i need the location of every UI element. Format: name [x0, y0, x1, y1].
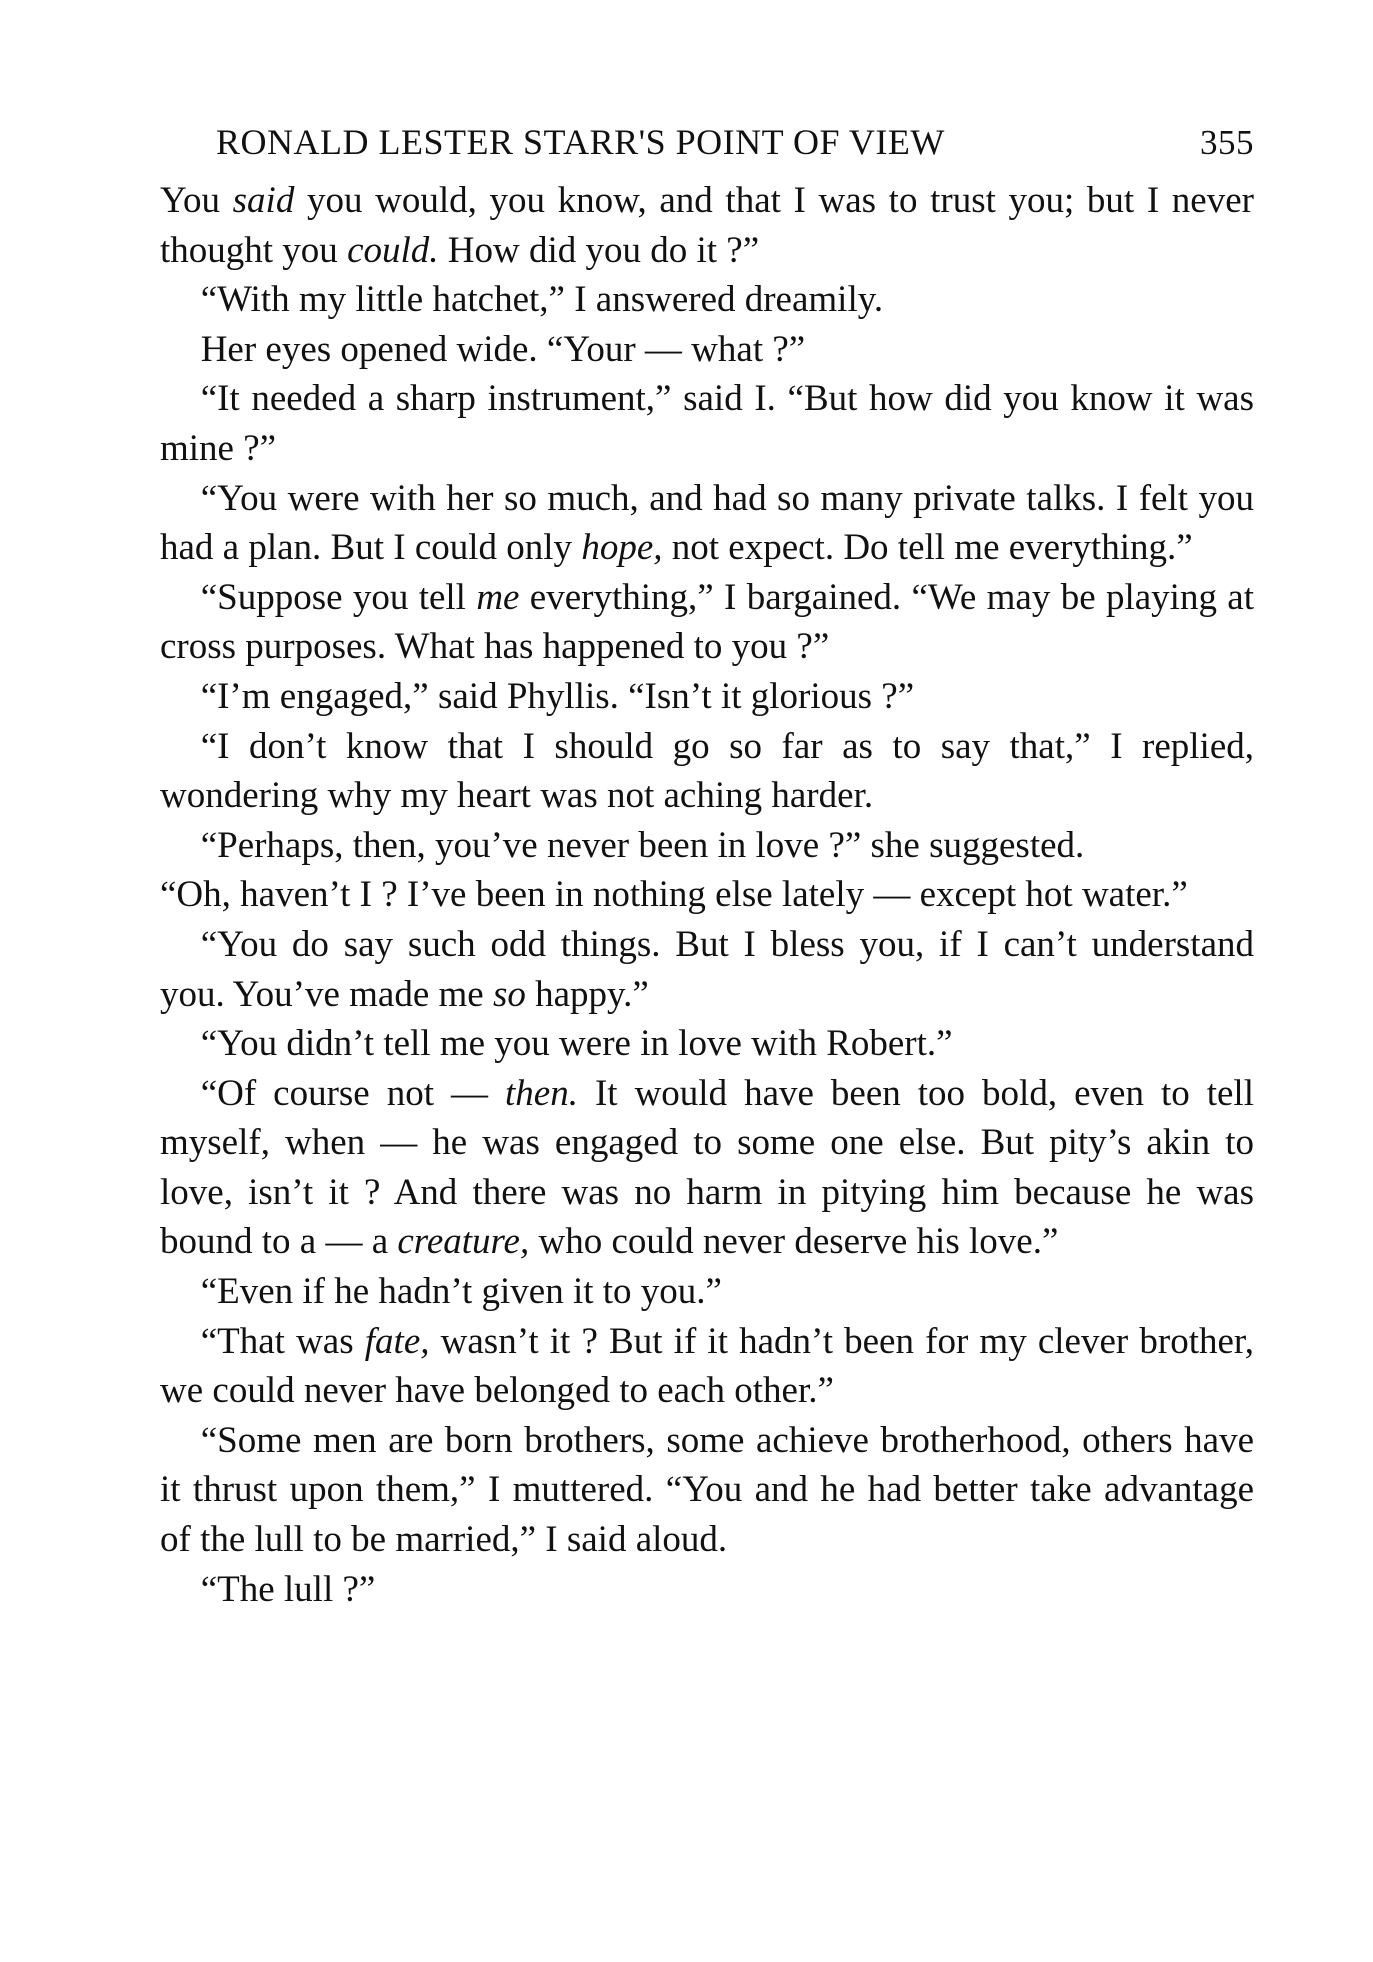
- text-run: “Of course not —: [200, 1072, 506, 1114]
- text-run: “You do say such odd things. But I bless you, if I can’t understand you. You’ve made me: [160, 923, 1254, 1015]
- text-run: It would have been too bold, even to tell myself, when — he was engaged to some one else. But pity’s akin to love, isn’t it ? And there was no harm in pitying him because he was bound to a — a: [160, 1072, 1254, 1263]
- paragraph: [160, 1267, 1254, 1317]
- text-run: “Some men are born brothers, some achieve brotherhood, others have it thrust upon them,” I muttered. “You and he had better take advantage of the lull to be married,” I said aloud.: [160, 1419, 1254, 1561]
- text-run: “I don’t know that I should go so far as to say that,” I replied, wondering why my heart was not aching harder.: [160, 725, 1254, 817]
- italic-text: so: [492, 973, 526, 1015]
- italic-text: me: [476, 576, 520, 618]
- paragraph: [160, 821, 1254, 871]
- page-number: 355: [1200, 123, 1254, 162]
- book-page: [160, 108, 1254, 1614]
- paragraph: [160, 1565, 1254, 1615]
- paragraph: [160, 672, 1254, 722]
- paragraph: [160, 1416, 1254, 1565]
- paragraph: [160, 1069, 1254, 1267]
- text-run: you would, you know, and that I was to trust you; but I never thought you: [160, 180, 1254, 271]
- paragraph: [160, 325, 1254, 375]
- running-title: RONALD LESTER STARR'S POINT OF VIEW: [216, 122, 945, 162]
- text-run: “That was: [200, 1320, 365, 1362]
- text-run: “I’m engaged,” said Phyllis. “Isn’t it glorious ?”: [200, 675, 915, 717]
- paragraph: [160, 1317, 1254, 1416]
- paragraph: [160, 722, 1254, 821]
- text-run: “You were with her so much, and had so many private talks. I felt you had a plan. But I could only: [160, 477, 1254, 569]
- italic-text: creature,: [397, 1221, 530, 1263]
- text-run: wasn’t it ? But if it hadn’t been for my clever brother, we could never have belonged to each other.”: [160, 1320, 1254, 1412]
- paragraph: [160, 920, 1254, 1019]
- paragraph: [160, 870, 1254, 920]
- paragraph: [160, 374, 1254, 473]
- text-run: happy.”: [525, 973, 649, 1015]
- paragraph: [160, 474, 1254, 573]
- text-run: “With my little hatchet,” I answered dreamily.: [200, 279, 884, 321]
- body-text: [160, 176, 1254, 1614]
- paragraph: [160, 1019, 1254, 1069]
- text-run: “You didn’t tell me you were in love with Robert.”: [200, 1023, 953, 1065]
- paragraph: [160, 573, 1254, 672]
- text-run: “Perhaps, then, you’ve never been in love ?” she suggested.: [200, 824, 1085, 866]
- text-run: everything,” I bargained. “We may be playing at cross purposes. What has happened to you ?”: [160, 576, 1254, 668]
- text-run: not expect. Do tell me everything.”: [662, 527, 1193, 569]
- italic-text: fate,: [364, 1320, 430, 1362]
- text-run: You: [160, 180, 233, 221]
- text-run: Her eyes opened wide. “Your — what ?”: [200, 328, 806, 370]
- italic-text: could.: [347, 229, 439, 271]
- text-run: How did you do it ?”: [438, 229, 760, 271]
- italic-text: then.: [505, 1072, 578, 1114]
- text-run: “Suppose you tell: [200, 576, 477, 618]
- paragraph: [160, 275, 1254, 325]
- italic-text: hope,: [581, 527, 663, 569]
- text-run: who could never deserve his love.”: [529, 1221, 1059, 1263]
- paragraph: [160, 176, 1254, 275]
- italic-text: said: [232, 180, 295, 221]
- text-run: “Even if he hadn’t given it to you.”: [200, 1271, 722, 1313]
- text-run: “It needed a sharp instrument,” said I. “But how did you know it was mine ?”: [160, 378, 1254, 469]
- text-run: “The lull ?”: [200, 1568, 376, 1610]
- text-run: “Oh, haven’t I ? I’ve been in nothing else lately — except hot water.”: [160, 874, 1188, 916]
- running-head: [160, 108, 1254, 176]
